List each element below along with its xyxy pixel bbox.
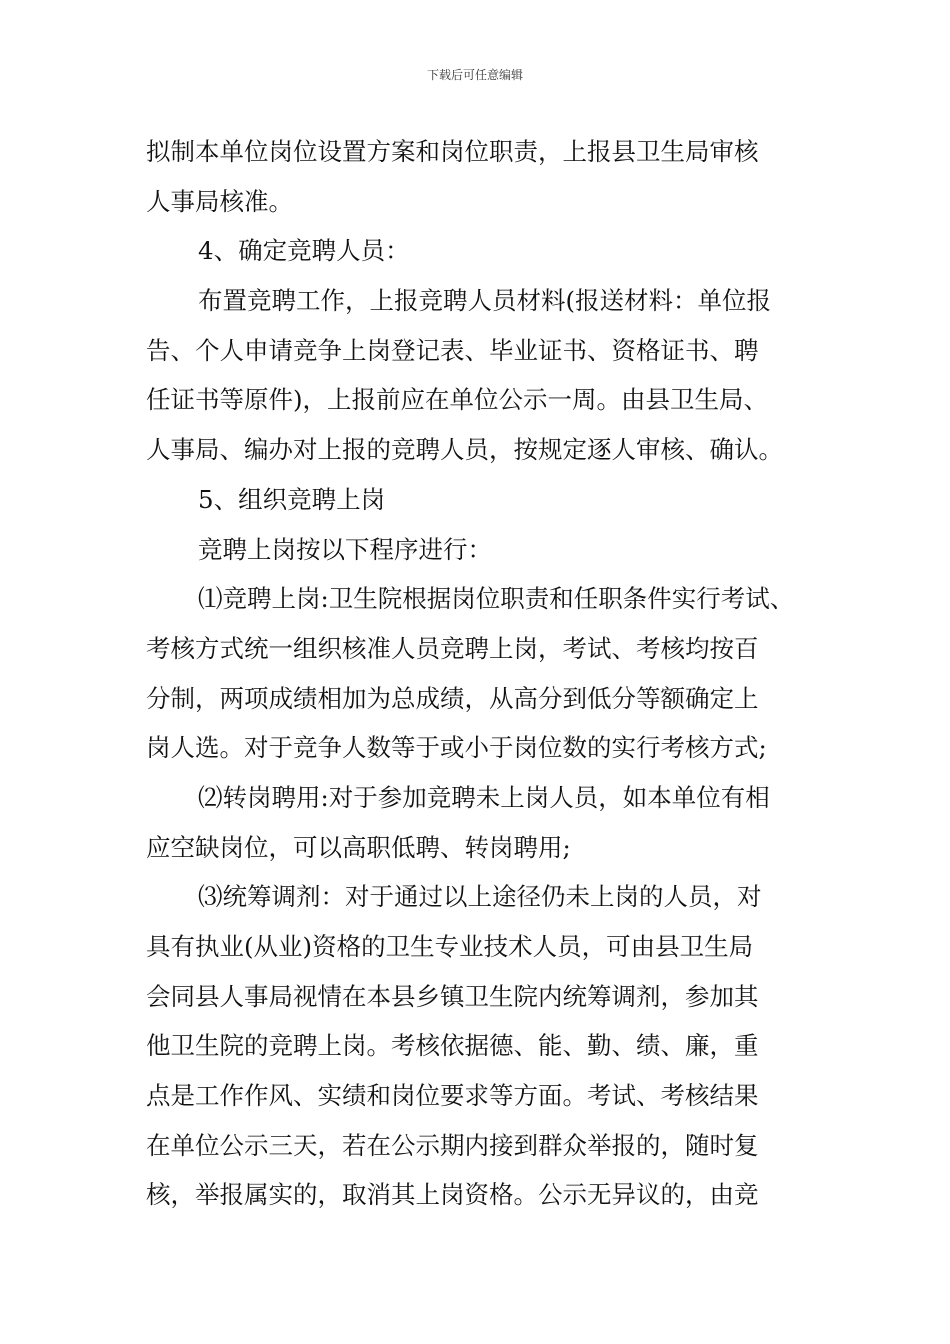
text-line: ⑵转岗聘用:对于参加竞聘未上岗人员，如本单位有相	[198, 782, 770, 812]
text-line: 具有执业(从业)资格的卫生专业技术人员，可由县卫生局	[146, 932, 754, 961]
text-line: 布置竞聘工作，上报竞聘人员材料(报送材料：单位报	[198, 286, 772, 316]
text-line: 应空缺岗位，可以高职低聘、转岗聘用;	[146, 832, 571, 862]
text-line: 5、组织竞聘上岗	[198, 484, 386, 514]
text-line: 4、确定竞聘人员：	[198, 236, 410, 266]
text-line: 岗人选。对于竞争人数等于或小于岗位数的实行考核方式;	[146, 733, 767, 763]
page-header: 下载后可任意编辑	[426, 68, 523, 82]
text-line: 拟制本单位岗位设置方案和岗位职责，上报县卫生局审核	[146, 137, 759, 166]
text-line: 人事局、编办对上报的竞聘人员，按规定逐人审核、确认。	[146, 435, 783, 465]
document-body	[146, 127, 810, 1220]
text-line: ⑴竞聘上岗:卫生院根据岗位职责和任职条件实行考试、	[198, 584, 795, 614]
text-line: 任证书等原件)，上报前应在单位公示一周。由县卫生局、	[146, 385, 769, 415]
text-line: 点是工作作风、实绩和岗位要求等方面。考试、考核结果	[146, 1081, 759, 1111]
text-line: 考核方式统一组织核准人员竞聘上岗，考试、考核均按百	[146, 633, 759, 663]
text-line: 在单位公示三天，若在公示期内接到群众举报的，随时复	[146, 1130, 759, 1160]
text-line: 核，举报属实的，取消其上岗资格。公示无异议的，由竞	[146, 1180, 759, 1210]
text-line: ⑶统筹调剂：对于通过以上途径仍未上岗的人员，对	[198, 882, 762, 912]
text-line: 竞聘上岗按以下程序进行：	[198, 534, 492, 564]
text-line: 分制，两项成绩相加为总成绩，从高分到低分等额确定上	[146, 683, 759, 713]
text-line: 告、个人申请竞争上岗登记表、毕业证书、资格证书、聘	[146, 335, 759, 365]
text-line: 会同县人事局视情在本县乡镇卫生院内统筹调剂，参加其	[146, 981, 759, 1011]
text-line: 他卫生院的竞聘上岗。考核依据德、能、勤、绩、廉，重	[146, 1031, 759, 1061]
text-line: 人事局核准。	[146, 186, 293, 216]
